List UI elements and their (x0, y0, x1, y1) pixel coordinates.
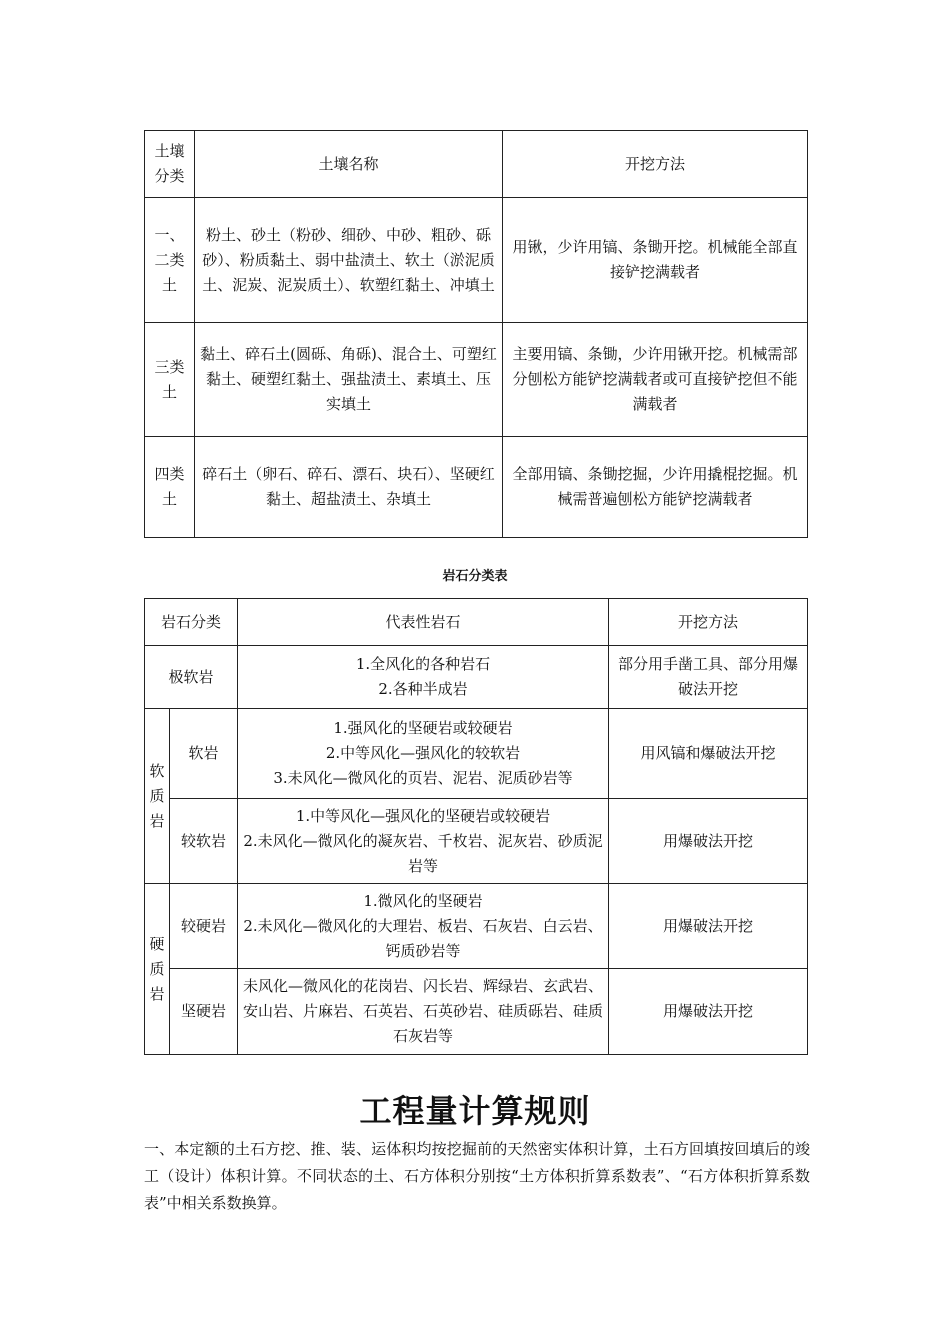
table-row (145, 799, 808, 884)
rock-example-line: 2.中等风化—强风化的较软岩 (325, 744, 521, 762)
rock-example-line: 2.未风化—微风化的凝灰岩、千枚岩、泥灰岩、砂质泥岩等 (243, 831, 603, 875)
table-header-row (145, 131, 808, 198)
table-row (145, 884, 808, 969)
rock-class-cell: 较硬岩 (170, 884, 238, 969)
table-row (145, 709, 808, 799)
dig-method-cell: 部分用手凿工具、部分用爆破法开挖 (609, 646, 808, 709)
rock-example-line: 未风化—微风化的花岗岩、闪长岩、辉绿岩、玄武岩、安山岩、片麻岩、石英岩、石英砂岩、硅质砾岩、硅质石灰岩等 (243, 977, 604, 1045)
dig-method-cell: 用爆破法开挖 (609, 969, 808, 1055)
soil-names-cell: 碎石土（卵石、碎石、漂石、块石）、坚硬红黏土、超盐渍土、杂填土 (195, 437, 503, 538)
table-row (145, 437, 808, 538)
soil-names-cell: 粉土、砂土（粉砂、细砂、中砂、粗砂、砾砂）、粉质黏土、弱中盐渍土、软土（淤泥质土、泥炭、泥炭质土）、软塑红黏土、冲填土 (195, 198, 503, 323)
rock-example-line: 2.各种半成岩 (378, 680, 468, 698)
dig-method-cell: 全部用镐、条锄挖掘，少许用撬棍挖掘。机械需普遍刨松方能铲挖满载者 (503, 437, 808, 538)
table-header-row (145, 599, 808, 646)
soil-classification-table (144, 130, 808, 538)
soil-class-cell: 一、二类土 (145, 198, 195, 323)
dig-method-cell: 用爆破法开挖 (609, 884, 808, 969)
table-row (145, 646, 808, 709)
rock-class-cell: 坚硬岩 (170, 969, 238, 1055)
dig-method-cell: 用锹，少许用镐、条锄开挖。机械能全部直接铲挖满载者 (503, 198, 808, 323)
body-paragraph: 一、本定额的土石方挖、推、装、运体积均按挖掘前的天然密实体积计算，土石方回填按回填后的竣工（设计）体积计算。不同状态的土、石方体积分别按“土方体积折算系数表”、“石方体积折算系数表”中相关系数换算。 (144, 1140, 810, 1212)
rock-example-line: 1.全风化的各种岩石 (355, 655, 491, 673)
rock-class-cell: 较软岩 (170, 799, 238, 884)
rock-class-cell: 软岩 (170, 709, 238, 799)
rock-classification-table (144, 598, 808, 1055)
rock-example-line: 2.未风化—微风化的大理岩、板岩、石灰岩、白云岩、钙质砂岩等 (243, 916, 603, 960)
soil-names-cell: 黏土、碎石土(圆砾、角砾)、混合土、可塑红黏土、硬塑红黏土、强盐渍土、素填土、压实填土 (195, 323, 503, 437)
rock-examples-cell (238, 646, 609, 709)
header-dig-method: 开挖方法 (503, 131, 808, 198)
rock-example-line: 3.未风化—微风化的页岩、泥岩、泥质砂岩等 (273, 769, 573, 787)
rock-class-cell: 极软岩 (145, 646, 238, 709)
rock-example-line: 1.中等风化—强风化的坚硬岩或较硬岩 (295, 806, 551, 825)
header-rock-examples: 代表性岩石 (238, 599, 609, 646)
rock-examples-cell (238, 709, 609, 799)
table-row (145, 969, 808, 1055)
header-soil-name: 土壤名称 (195, 131, 503, 198)
hard-rock-group-label: 硬质岩 (149, 934, 165, 1003)
rock-examples-cell (238, 884, 609, 969)
dig-method-cell: 主要用镐、条锄，少许用锹开挖。机械需部分刨松方能铲挖满载者或可直接铲挖但不能满载者 (503, 323, 808, 437)
rock-table-caption: 岩石分类表 (442, 569, 508, 584)
table-row (145, 323, 808, 437)
rock-examples-cell (238, 969, 609, 1055)
header-dig-method: 开挖方法 (609, 599, 808, 646)
dig-method-cell: 用风镐和爆破法开挖 (609, 709, 808, 799)
header-rock-class: 岩石分类 (145, 599, 238, 646)
dig-method-cell: 用爆破法开挖 (609, 799, 808, 884)
header-soil-class: 土壤分类 (145, 131, 195, 198)
soft-rock-group-cell (145, 709, 170, 884)
soil-class-cell: 三类土 (145, 323, 195, 437)
rock-examples-cell (238, 799, 609, 884)
rock-example-line: 1.微风化的坚硬岩 (363, 891, 483, 910)
hard-rock-group-cell (145, 884, 170, 1055)
section-heading: 工程量计算规则 (359, 1092, 591, 1130)
table-row (145, 198, 808, 323)
rock-example-line: 1.强风化的坚硬岩或较硬岩 (333, 719, 513, 737)
soft-rock-group-label: 软质岩 (149, 761, 165, 830)
soil-class-cell: 四类土 (145, 437, 195, 538)
